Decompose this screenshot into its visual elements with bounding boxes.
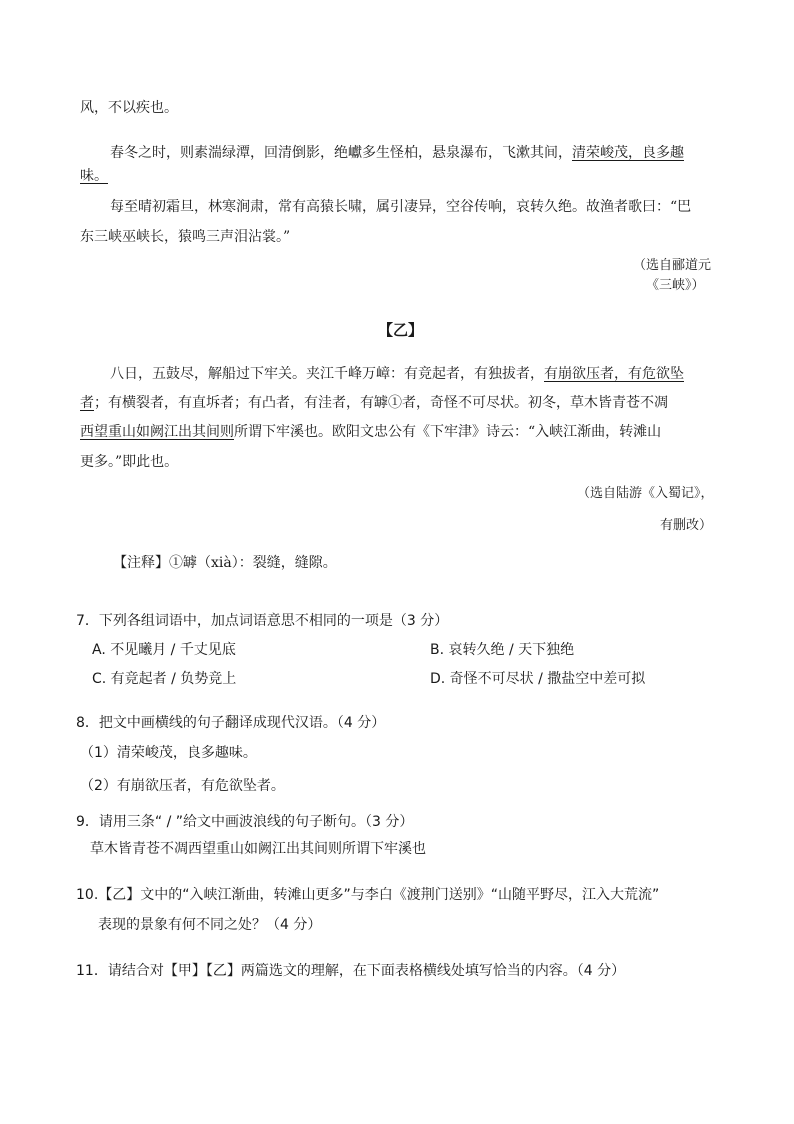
question-7: 7．下列各组词语中，加点词语意思不相同的一项是（3 分） xyxy=(76,613,449,629)
question-8: 8．把文中画横线的句子翻译成现代汉语。（4 分） xyxy=(76,715,386,731)
source-jia-2: 《三峡》） xyxy=(646,278,705,293)
question-7-option-c: C. 有竞起者 / 负势竞上 xyxy=(92,671,237,687)
question-7-option-a: A. 不见曦月 / 千丈见底 xyxy=(92,642,236,658)
passage-yi-line-2 xyxy=(80,393,668,413)
passage-yi-text: 八日，五鼓尽，解船过下牢关。夹江千峰万嶂：有竞起者，有独拔者， xyxy=(110,366,544,382)
source-yi-2: 有删改） xyxy=(660,518,713,533)
question-7-option-b: B. 哀转久绝 / 天下独绝 xyxy=(430,642,575,658)
question-9-sentence: 草木皆青苍不凋西望重山如阙江出其间则所谓下牢溪也 xyxy=(90,841,426,857)
question-9: 9．请用三条“ / ”给文中画波浪线的句子断句。（3 分） xyxy=(76,814,414,830)
source-jia-1: （选自郦道元 xyxy=(633,258,712,273)
passage-yi-line-3 xyxy=(80,422,661,442)
wavy-sentence: 西望重山如阙江出其间则 xyxy=(80,424,234,440)
passage-yi-text: 所谓下牢溪也。欧阳文忠公有《下牢津》诗云：“入峡江渐曲，转滩山 xyxy=(234,424,662,440)
underlined-sentence-1: 清荣峻茂，良多趣 xyxy=(572,145,684,161)
underlined-sentence-2-end: 者 xyxy=(80,395,94,411)
passage-yi-text: ；有横裂者，有直坼者；有凸者，有洼者，有罅①者，奇怪不可尽状。初冬，草木皆青苍不凋 xyxy=(94,395,668,411)
passage-yi-heading: 【乙】 xyxy=(378,321,424,339)
question-8-item-1: （1）清荣峻茂，良多趣味。 xyxy=(80,745,257,761)
passage-yi-line-4: 更多。”即此也。 xyxy=(80,454,179,470)
underlined-sentence-1-end: 味。 xyxy=(80,168,108,184)
passage-jia-line-3: 每至晴初霜旦，林寒涧肃，常有高猿长啸，属引凄异，空谷传响，哀转久绝。故渔者歌曰：“巴 xyxy=(110,199,692,215)
question-11: 11．请结合对【甲】【乙】两篇选文的理解，在下面表格横线处填写恰当的内容。（4 分） xyxy=(76,963,626,979)
passage-jia-text: 春冬之时，则素湍绿潭，回清倒影，绝巘多生怪柏，悬泉瀑布，飞漱其间， xyxy=(110,145,572,161)
annotation-note: 【注释】①罅（xià）：裂缝，缝隙。 xyxy=(113,555,337,571)
question-7-option-d: D. 奇怪不可尽状 / 撒盐空中差可拟 xyxy=(430,671,646,687)
passage-yi-line-1 xyxy=(110,364,684,384)
passage-jia-line-1 xyxy=(110,143,684,163)
passage-jia-line-0: 风，不以疾也。 xyxy=(80,100,178,116)
question-8-item-2: （2）有崩欲压者，有危欲坠者。 xyxy=(80,778,285,794)
passage-jia-line-2 xyxy=(80,166,108,186)
source-yi-1: （选自陆游《入蜀记》， xyxy=(577,486,714,501)
question-10-line-1: 10.【乙】文中的“入峡江渐曲，转滩山更多”与李白《渡荆门送别》“山随平野尽，江入大荒流” xyxy=(76,887,660,903)
passage-jia-line-4: 东三峡巫峡长，猿鸣三声泪沾裳。” xyxy=(80,229,291,245)
question-10-line-2: 表现的景象有何不同之处？（4 分） xyxy=(98,917,322,933)
underlined-sentence-2: 有崩欲压者，有危欲坠 xyxy=(544,366,684,382)
